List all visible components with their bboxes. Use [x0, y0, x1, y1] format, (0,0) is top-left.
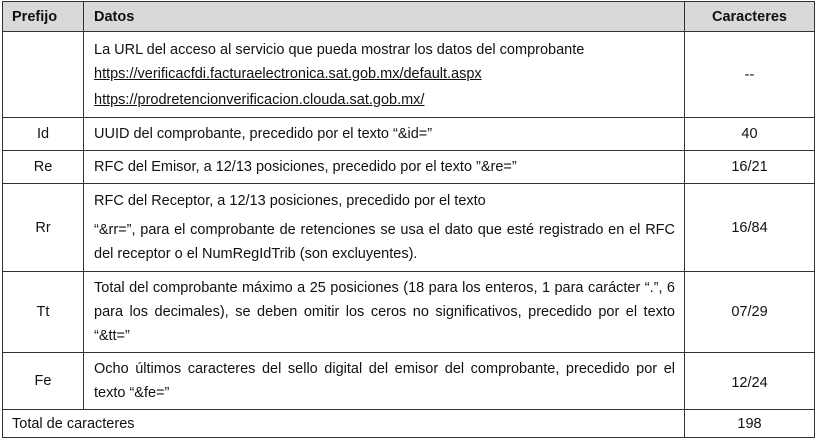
url-link-cfdi[interactable]: https://verificacfdi.facturaelectronica.sat.gob.mx/default.aspx [94, 65, 482, 82]
table-row-re [3, 151, 815, 184]
cell-caracteres: 16/84 [685, 184, 815, 272]
url-description: La URL del acceso al servicio que pueda mostrar los datos del comprobante [94, 41, 585, 58]
cell-datos: Total del comprobante máximo a 25 posiciones (18 para los enteros, 1 para carácter “.”, 6 para los decimales), se deben omitir los ceros no significativos, precedido por el texto “&tt=” [84, 272, 685, 353]
cell-prefijo [3, 32, 84, 118]
table-row-id [3, 118, 815, 151]
total-label: Total de caracteres [3, 410, 685, 438]
table-header-row [3, 2, 815, 32]
header-prefijo: Prefijo [3, 2, 84, 32]
table-row-tt [3, 272, 815, 353]
cell-prefijo: Tt [3, 272, 84, 353]
cell-datos: UUID del comprobante, precedido por el texto “&id=” [84, 118, 685, 151]
cell-prefijo: Rr [3, 184, 84, 272]
table-row-url [3, 32, 815, 118]
table-row-rr [3, 184, 815, 272]
cell-datos [84, 184, 685, 272]
cell-caracteres: 12/24 [685, 353, 815, 410]
cell-caracteres: -- [685, 32, 815, 118]
rr-text-line1: RFC del Receptor, a 12/13 posiciones, precedido por el texto [94, 193, 486, 209]
rr-text-line2: “&rr=”, para el comprobante de retenciones se usa el dato que esté registrado en el RFC del receptor o el NumRegIdTrib (son excluyentes). [94, 222, 675, 262]
qr-fields-table [2, 1, 815, 438]
cell-datos: Ocho últimos caracteres del sello digital del emisor del comprobante, precedido por el texto “&fe=” [84, 353, 685, 410]
cell-caracteres: 40 [685, 118, 815, 151]
cell-caracteres: 07/29 [685, 272, 815, 353]
table-row-fe [3, 353, 815, 410]
cell-datos [84, 32, 685, 118]
table-row-total [3, 410, 815, 438]
header-caracteres: Caracteres [685, 2, 815, 32]
url-link-retenciones[interactable]: https://prodretencionverificacion.clouda.sat.gob.mx/ [94, 91, 425, 108]
cell-prefijo: Fe [3, 353, 84, 410]
total-value: 198 [685, 410, 815, 438]
cell-prefijo: Re [3, 151, 84, 184]
header-datos: Datos [84, 2, 685, 32]
cell-caracteres: 16/21 [685, 151, 815, 184]
cell-prefijo: Id [3, 118, 84, 151]
cell-datos: RFC del Emisor, a 12/13 posiciones, precedido por el texto ”&re=” [84, 151, 685, 184]
